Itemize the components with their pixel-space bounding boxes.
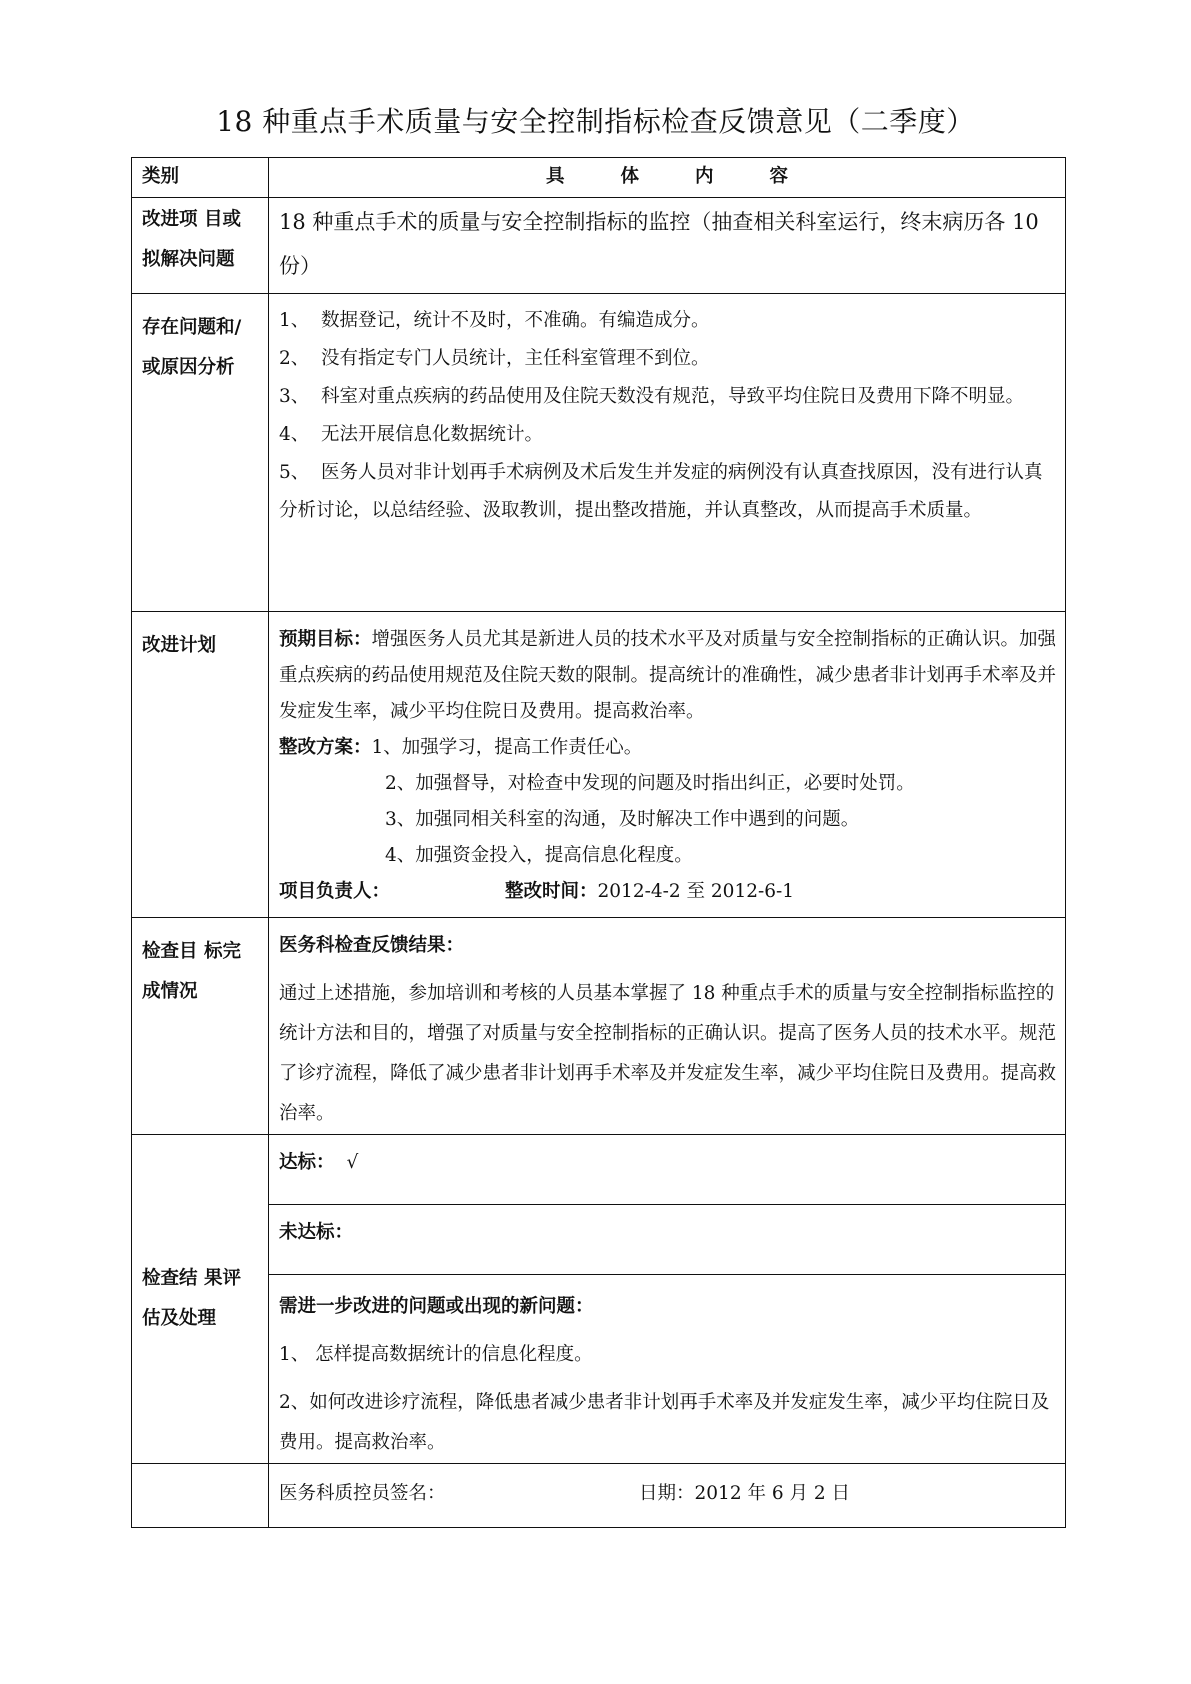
plan-scheme-item: 3、加强同相关科室的沟通，及时解决工作中遇到的问题。 <box>385 809 860 830</box>
problem-item: 4、 无法开展信息化数据统计。 <box>279 424 544 445</box>
improvement-content: 18 种重点手术的质量与安全控制指标的监控（抽查相关科室运行，终末病历各 10 份） <box>269 198 1066 294</box>
signature-row <box>132 1464 1066 1528</box>
header-row <box>132 158 1066 198</box>
evaluation-fail-row <box>132 1205 1066 1275</box>
evaluation-next <box>269 1275 1066 1464</box>
date-label: 日期： <box>639 1483 695 1504</box>
date-value: 2012 年 6 月 2 日 <box>694 1483 851 1504</box>
problem-item: 3、 科室对重点疾病的药品使用及住院天数没有规范，导致平均住院日及费用下降不明显。 <box>279 386 1025 407</box>
content-header-char: 具 <box>545 166 565 187</box>
next-label: 需进一步改进的问题或出现的新问题： <box>279 1296 594 1317</box>
problems-content <box>269 294 1066 612</box>
content-header-char: 内 <box>695 166 714 187</box>
problems-label: 存在问题和/ 或原因分析 <box>132 294 269 612</box>
content-header <box>269 158 1066 198</box>
plan-scheme-item: 4、加强资金投入，提高信息化程度。 <box>385 845 693 866</box>
problems-row <box>132 294 1066 612</box>
evaluation-next-row <box>132 1275 1066 1464</box>
evaluation-label: 检查结 果评 估及处理 <box>132 1135 269 1464</box>
plan-label: 改进计划 <box>132 612 269 918</box>
plan-owner-time: 项目负责人： 整改时间：2012-4-2 至 2012-6-1 <box>279 881 795 902</box>
next-item: 1、 怎样提高数据统计的信息化程度。 <box>279 1344 593 1365</box>
signer-label: 医务科质控员签名： <box>279 1483 446 1504</box>
plan-row <box>132 612 1066 918</box>
feedback-table <box>131 157 1066 1528</box>
plan-goal: 预期目标：增强医务人员尤其是新进人员的技术水平及对质量与安全控制指标的正确认识。加强重点疾病的药品使用规范及住院天数的限制。提高统计的准确性，减少患者非计划再手术率及并发症发生率，减少平均住院日及费用。提高救治率。 <box>279 629 1057 722</box>
content-header-char: 容 <box>769 166 789 187</box>
improvement-label: 改进项 目或 拟解决问题 <box>132 198 269 294</box>
pass-check-mark: √ <box>346 1152 359 1173</box>
next-item: 2、如何改进诊疗流程，降低患者减少患者非计划再手术率及并发症发生率，减少平均住院日及费用。提高救治率。 <box>279 1392 1050 1453</box>
category-header: 类别 <box>132 158 269 198</box>
evaluation-fail: 未达标： <box>269 1205 1066 1275</box>
completion-result-text: 通过上述措施，参加培训和考核的人员基本掌握了 18 种重点手术的质量与安全控制指标监控的统计方法和目的，增强了对质量与安全控制指标的正确认识。提高了医务人员的技术水平。规范了诊疗流程，降低了减少患者非计划再手术率及并发症发生率，减少平均住院日及费用。提高救治率。 <box>279 983 1057 1124</box>
improvement-row <box>132 198 1066 294</box>
plan-scheme: 整改方案：1、加强学习，提高工作责任心。 <box>279 737 643 758</box>
completion-result-label: 医务科检查反馈结果： <box>279 935 465 956</box>
completion-content <box>269 918 1066 1135</box>
completion-row <box>132 918 1066 1135</box>
evaluation-pass-row <box>132 1135 1066 1205</box>
plan-content <box>269 612 1066 918</box>
problem-item: 1、 数据登记，统计不及时，不准确。有编造成分。 <box>279 310 710 331</box>
document-title: 18 种重点手术质量与安全控制指标检查反馈意见（二季度） <box>216 105 975 138</box>
evaluation-pass: 达标： √ <box>269 1135 1066 1205</box>
problem-item: 5、 医务人员对非计划再手术病例及术后发生并发症的病例没有认真查找原因，没有进行认真分析讨论，以总结经验、汲取教训，提出整改措施，并认真整改，从而提高手术质量。 <box>279 462 1043 521</box>
signature-content <box>269 1464 1066 1528</box>
completion-label: 检查目 标完 成情况 <box>132 918 269 1135</box>
signature-empty-cell <box>132 1464 269 1528</box>
plan-scheme-item: 2、加强督导，对检查中发现的问题及时指出纠正，必要时处罚。 <box>385 773 915 794</box>
content-header-char: 体 <box>620 166 639 187</box>
problem-item: 2、 没有指定专门人员统计，主任科室管理不到位。 <box>279 348 710 369</box>
